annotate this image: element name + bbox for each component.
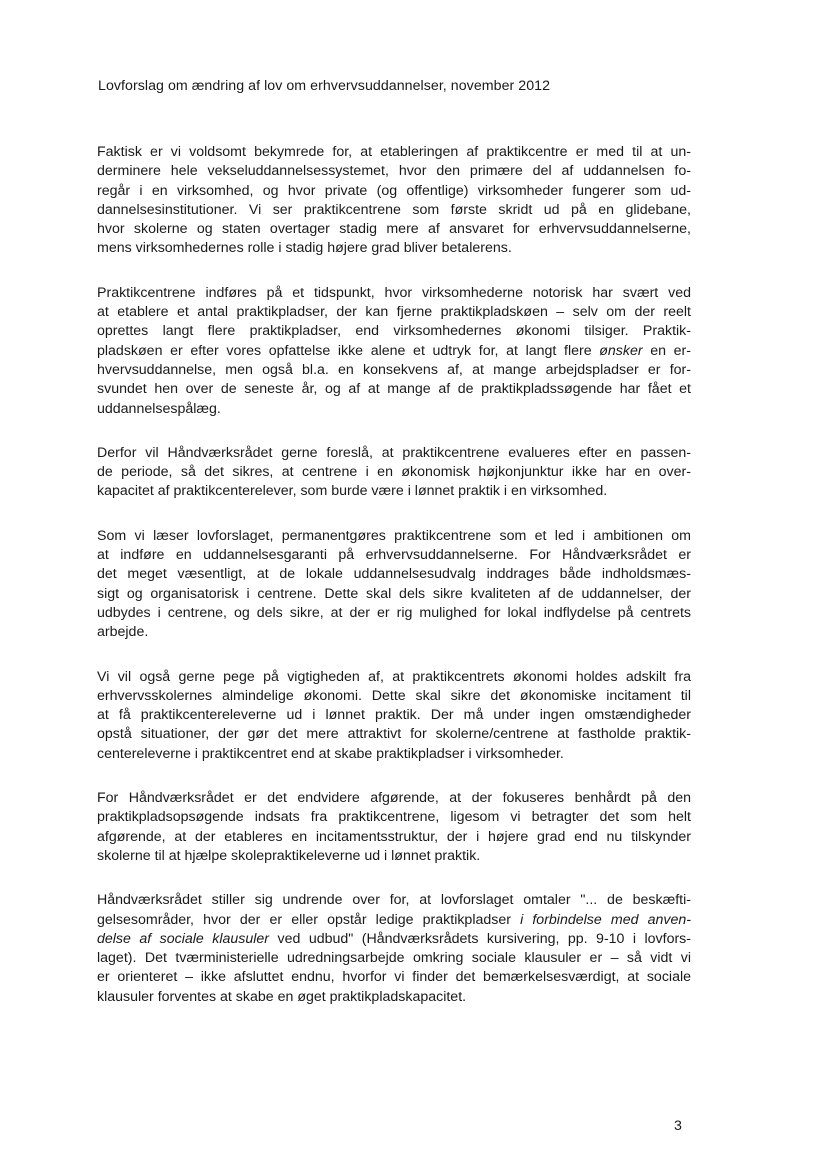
paragraph (97, 668, 691, 764)
text-segment: klausuler forventes at skabe en øget praktikpladskapacitet. (97, 988, 467, 1005)
italic-text: ønsker (599, 342, 643, 359)
text-line (97, 930, 691, 949)
text-segment: dannelsesinstitutioner. Vi ser praktikcentrene som første skridt ud på en glidebane, (97, 201, 691, 218)
text-line (97, 745, 691, 764)
paragraph (97, 284, 691, 419)
text-line (97, 725, 691, 744)
text-segment: udbydes i centrene, og dels sikre, at der er rig mulighed for lokal indflydelse på centrets (97, 604, 691, 621)
text-segment: Praktikcentrene indføres på et tidspunkt, hvor virksomhederne notorisk har svært ved (97, 284, 691, 301)
text-segment: at få praktikcentereleverne ud i lønnet praktik. Der må under ingen omstændigheder (97, 707, 691, 724)
text-line (97, 220, 691, 239)
text-line (97, 303, 691, 322)
text-line (97, 182, 691, 201)
text-line (97, 706, 691, 725)
text-segment: centereleverne i praktikcentret end at skabe praktikpladser i virksomheder. (97, 745, 564, 762)
text-segment: skolerne til at hjælpe skolepraktikeleverne ud i lønnet praktik. (97, 847, 481, 864)
paragraph (97, 143, 691, 259)
text-segment: laget). Det tværministerielle udredningsarbejde omkring sociale klausuler er – så vidt vi (97, 950, 691, 967)
text-line (97, 949, 691, 968)
text-segment: For Håndværksrådet er det endvidere afgørende, at der fokuseres benhårdt på den (97, 790, 691, 807)
text-segment: ved udbud" (Håndværksrådets kursivering, pp. 9-10 i lovfors- (269, 930, 692, 947)
document-header: Lovforslag om ændring af lov om erhvervsuddannelser, november 2012 (98, 78, 551, 94)
paragraph (97, 789, 691, 866)
text-segment: erhvervsskolernes almindelige økonomi. Dette skal sikre det økonomiske incitament til (97, 687, 691, 704)
text-segment: er orienteret – ikke afsluttet endnu, hvorfor vi finder det bemærkelsesværdigt, at sociale (97, 969, 691, 986)
paragraph (97, 527, 691, 643)
text-line (97, 546, 691, 565)
text-segment: at etablere et antal praktikpladser, der kan fjerne praktikpladskøen – selv om der reelt (97, 304, 691, 321)
text-line (97, 565, 691, 584)
text-line (97, 400, 691, 419)
text-segment: arbejde. (97, 624, 149, 641)
text-line (97, 668, 691, 687)
text-segment: oprettes langt flere praktikpladser, end virksomhedernes økonomi tilsiger. Praktik- (97, 323, 691, 340)
text-line (97, 988, 691, 1007)
text-line (97, 604, 691, 623)
text-line (97, 380, 691, 399)
text-line (97, 891, 691, 910)
text-segment: Vi vil også gerne pege på vigtigheden af, at praktikcentrets økonomi holdes adskilt fra (97, 668, 691, 685)
text-line (97, 847, 691, 866)
text-line (97, 162, 691, 181)
text-segment: gelsesområder, hvor der er eller opstår ledige praktikpladser (97, 911, 521, 928)
text-line (97, 623, 691, 642)
text-line (97, 201, 691, 220)
text-segment: opstå situationer, der gør det mere attraktivt for skolerne/centrene at fastholde praktik- (97, 726, 691, 743)
text-segment: uddannelsespålæg. (97, 400, 221, 417)
text-line (97, 361, 691, 380)
text-segment: Faktisk er vi voldsomt bekymrede for, at etableringen af praktikcentre er med til at un- (97, 144, 691, 160)
text-segment: hvor skolerne og staten overtager stadig mere af ansvaret for erhvervsuddannelserne, (97, 221, 691, 238)
text-line (97, 482, 691, 501)
text-segment: sigt og organisatorisk i centrene. Dette skal dels sikre kvaliteten af de uddannelser, der (97, 585, 691, 602)
page-number: 3 (674, 1118, 682, 1134)
text-line (97, 342, 691, 361)
italic-text: i forbindelse med anven- (520, 911, 691, 928)
text-segment: praktikpladsopsøgende indsats fra praktikcentrene, ligesom vi betragter det som helt (97, 809, 691, 826)
text-segment: afgørende, at der etableres en incitamentsstruktur, der i højere grad end nu tilskynder (97, 828, 691, 845)
text-segment: at indføre en uddannelsesgaranti på erhvervsuddannelserne. For Håndværksrådet er (97, 547, 691, 564)
text-line (97, 239, 691, 258)
text-segment: hvervsuddannelse, men også bl.a. en konsekvens af, at mange arbejdspladser er for- (97, 361, 691, 378)
text-segment: pladskøen er efter vores opfattelse ikke alene et udtryk for, at langt flere (97, 342, 600, 359)
text-line (97, 143, 691, 162)
paragraph (97, 444, 691, 502)
text-line (97, 322, 691, 341)
text-line (97, 968, 691, 987)
text-line (97, 527, 691, 546)
text-line (97, 687, 691, 706)
text-line (97, 911, 691, 930)
text-line (97, 463, 691, 482)
text-line (97, 828, 691, 847)
text-segment: en er- (642, 342, 691, 359)
text-segment: mens virksomhedernes rolle i stadig højere grad bliver betalerens. (97, 240, 512, 257)
text-segment: det meget væsentligt, at de lokale uddannelsesudvalg inddrages både indholdsmæs- (97, 566, 691, 583)
text-line (97, 808, 691, 827)
text-line (97, 585, 691, 604)
text-segment: de periode, så det sikres, at centrene i en økonomisk højkonjunktur ikke har en over- (97, 464, 691, 481)
text-segment: kapacitet af praktikcenterelever, som burde være i lønnet praktik i en virksomhed. (97, 483, 608, 500)
text-segment: Som vi læser lovforslaget, permanentgøres praktikcentrene som et led i ambitionen om (97, 527, 691, 544)
text-line (97, 444, 691, 463)
text-segment: Derfor vil Håndværksrådet gerne foreslå, at praktikcentrene evalueres efter en passen- (97, 444, 691, 461)
italic-text: delse af sociale klausuler (97, 930, 270, 947)
document-body (97, 143, 691, 1032)
text-line (97, 284, 691, 303)
paragraph (97, 891, 691, 1007)
text-segment: Håndværksrådet stiller sig undrende over for, at lovforslaget omtaler "... de beskæfti- (97, 892, 691, 909)
text-line (97, 789, 691, 808)
text-segment: svundet hen over de seneste år, og af at mange af de praktikpladssøgende har fået et (97, 381, 691, 398)
text-segment: regår i en virksomhed, og hvor private (og offentlige) virksomheder fungerer som ud- (97, 182, 691, 199)
text-segment: derminere hele vekseluddannelsessystemet, hvor den primære del af uddannelsen fo- (97, 163, 691, 180)
